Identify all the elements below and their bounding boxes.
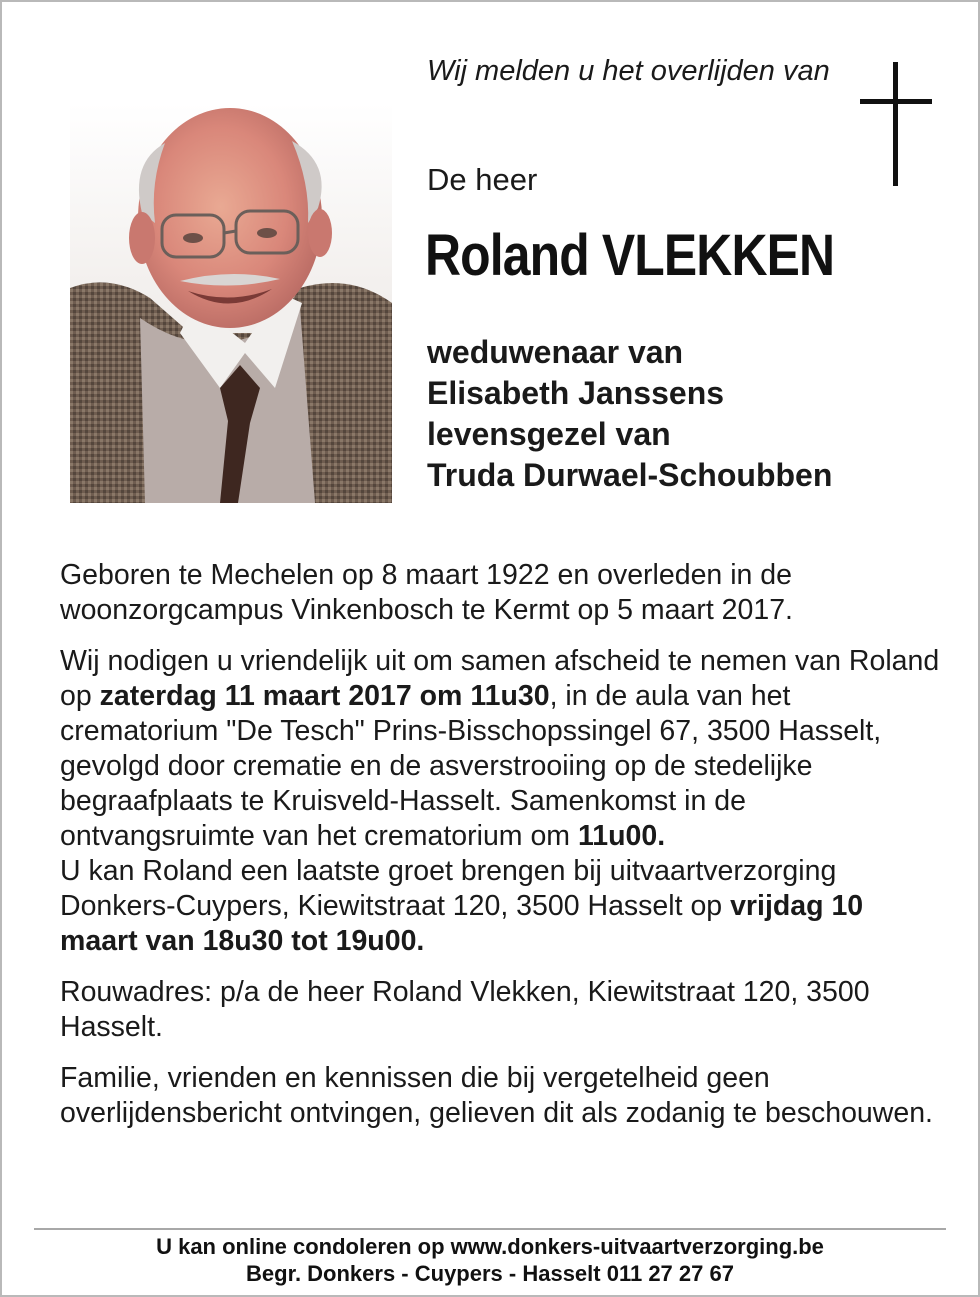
ceremony-date: zaterdag 11 maart 2017 om 11u30 xyxy=(99,680,550,712)
gathering-time: 11u00. xyxy=(577,820,666,852)
announcement-text: Wij melden u het overlijden van xyxy=(427,55,830,87)
notice-paragraph: Familie, vrienden en kennissen die bij vergetelheid geen overlijdensbericht ontvingen, gelieven dit als zodanig te beschouwen. xyxy=(60,1062,933,1129)
cross-icon xyxy=(860,62,932,186)
condolence-line: U kan online condoleren op www.donkers-uitvaartverzorging.be xyxy=(156,1234,824,1259)
visitation-text: U kan Roland een laatste groet brengen bij uitvaartverzorging Donkers-Cuypers, Kiewitstraat 120, 3500 Hasselt op xyxy=(60,855,837,922)
birth-paragraph: Geboren te Mechelen op 8 maart 1922 en overleden in de woonzorgcampus Vinkenbosch te Kermt op 5 maart 2017. xyxy=(60,559,793,626)
relation-line: Truda Durwael-Schoubben xyxy=(427,457,833,493)
invitation-details: , in de aula van het crematorium "De Tesch" Prins-Bisschopssingel 67, 3500 Hasselt, gevolgd door crematie en de asverstrooiing op de stedelijke begraafplaats te Kruisveld-Hasselt. Samenkomst in de ontvangsruimte van het crematorium om xyxy=(60,680,882,852)
deceased-name: Roland VLEKKEN xyxy=(425,223,835,288)
relation-line: levensgezel van xyxy=(427,416,671,452)
relation-line: weduwenaar van xyxy=(427,334,684,370)
footer-divider xyxy=(34,1228,946,1230)
relation-line: Elisabeth Janssens xyxy=(427,375,725,411)
undertaker-line: Begr. Donkers - Cuypers - Hasselt 011 27 27 67 xyxy=(246,1261,734,1286)
visitation-time: vrijdag 10 maart van 18u30 tot 19u00. xyxy=(60,890,864,957)
portrait-photo xyxy=(70,103,392,503)
invitation-text: Wij nodigen u vriendelijk uit om samen afscheid te nemen van Roland op xyxy=(60,645,940,712)
relations-block xyxy=(427,332,832,496)
footer xyxy=(0,1233,980,1287)
salutation: De heer xyxy=(427,162,538,197)
body-text xyxy=(60,558,940,1147)
portrait-illustration xyxy=(70,103,392,503)
address-paragraph: Rouwadres: p/a de heer Roland Vlekken, Kiewitstraat 120, 3500 Hasselt. xyxy=(60,976,870,1043)
invitation-paragraph xyxy=(60,644,940,959)
